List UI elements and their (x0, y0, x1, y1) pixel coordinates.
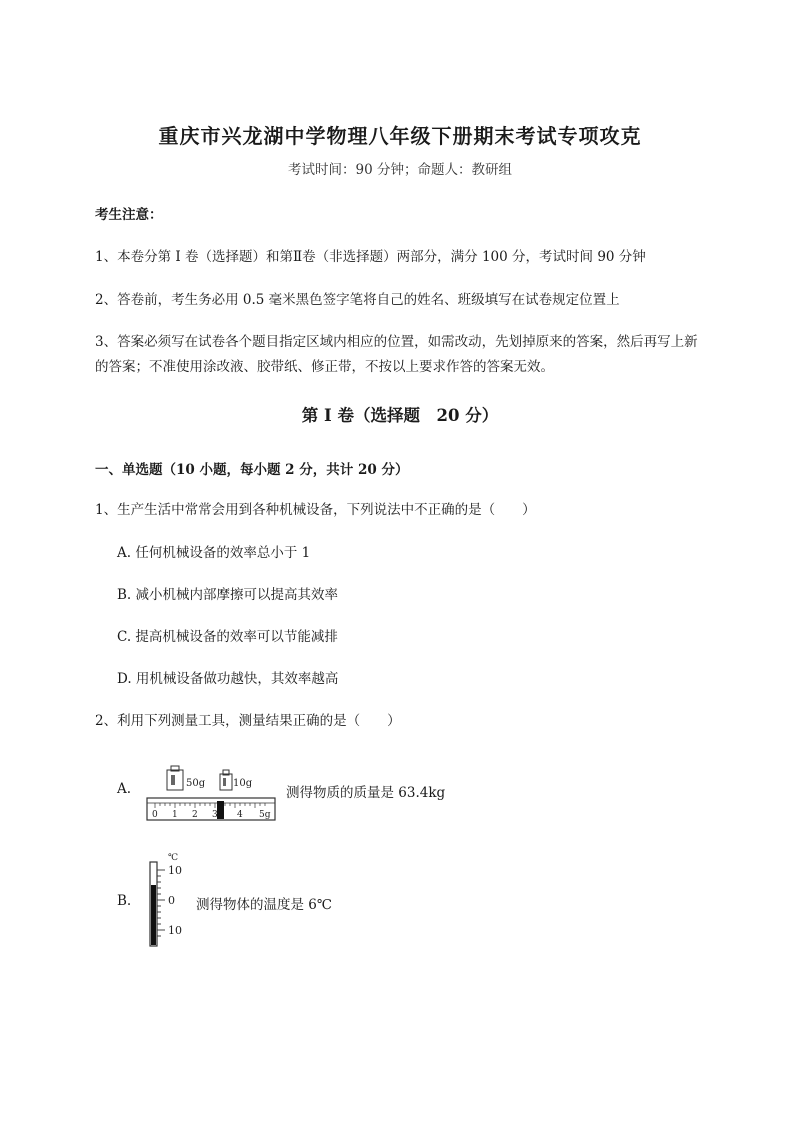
question-1-option-a: A. 任何机械设备的效率总小于 1 (117, 545, 311, 561)
thermometer-unit: ℃ (168, 853, 179, 863)
question-2-option-b-letter: B. (117, 893, 132, 909)
thermometer-figure (145, 848, 190, 948)
rider (217, 801, 224, 819)
question-2-stem: 2、利用下列测量工具，测量结果正确的是（ ） (95, 713, 401, 729)
scale-tick-2: 2 (192, 810, 198, 820)
balance-figure (145, 764, 280, 824)
thermometer-label-10-top: 10 (168, 864, 182, 877)
scale-tick-5g: 5g (259, 810, 271, 820)
weight-50g-label: 50g (186, 778, 206, 789)
weight-10g-label: 10g (233, 778, 253, 789)
page-title: 重庆市兴龙湖中学物理八年级下册期末考试专项攻克 (158, 124, 642, 148)
question-1-stem: 1、生产生活中常常会用到各种机械设备，下列说法中不正确的是（ ） (95, 502, 536, 518)
question-1-option-b: B. 减小机械内部摩擦可以提高其效率 (117, 587, 339, 603)
section-title: 第 I 卷（选择题 20 分） (301, 406, 499, 425)
thermometer-label-0: 0 (168, 894, 175, 907)
notice-item-2: 2、答卷前，考生务必用 0.5 毫米黑色签字笔将自己的姓名、班级填写在试卷规定位置上 (95, 292, 620, 308)
scale-tick-0: 0 (152, 810, 158, 820)
scale-tick-3: 3 (212, 810, 218, 820)
notice-heading: 考生注意： (95, 207, 163, 223)
question-2-option-a-text: 测得物质的质量是 63.4kg (286, 785, 446, 801)
notice-item-1: 1、本卷分第 I 卷（选择题）和第Ⅱ卷（非选择题）两部分，满分 100 分，考试时间 90 分钟 (95, 249, 646, 265)
thermometer-label-10-bottom: 10 (168, 924, 182, 937)
part-heading: 一、单选题（10 小题，每小题 2 分，共计 20 分） (95, 462, 409, 478)
mercury-column (151, 885, 156, 945)
notice-item-3-line-1: 3、答案必须写在试卷各个题目指定区域内相应的位置，如需改动，先划掉原来的答案，然后再写上新 (95, 334, 698, 350)
exam-info: 考试时间：90 分钟；命题人：教研组 (288, 162, 512, 178)
weight-50g (167, 766, 206, 790)
balance-scale (147, 798, 275, 820)
question-2-option-b-text: 测得物体的温度是 6℃ (196, 897, 332, 913)
question-1-option-d: D. 用机械设备做功越快，其效率越高 (117, 671, 339, 687)
question-2-option-a-letter: A. (117, 781, 132, 797)
weight-10g (220, 770, 253, 790)
scale-tick-1: 1 (172, 810, 178, 820)
question-1-option-c: C. 提高机械设备的效率可以节能减排 (117, 629, 338, 645)
scale-tick-4: 4 (237, 810, 243, 820)
notice-item-3-line-2: 的答案；不准使用涂改液、胶带纸、修正带，不按以上要求作答的答案无效。 (95, 359, 554, 375)
